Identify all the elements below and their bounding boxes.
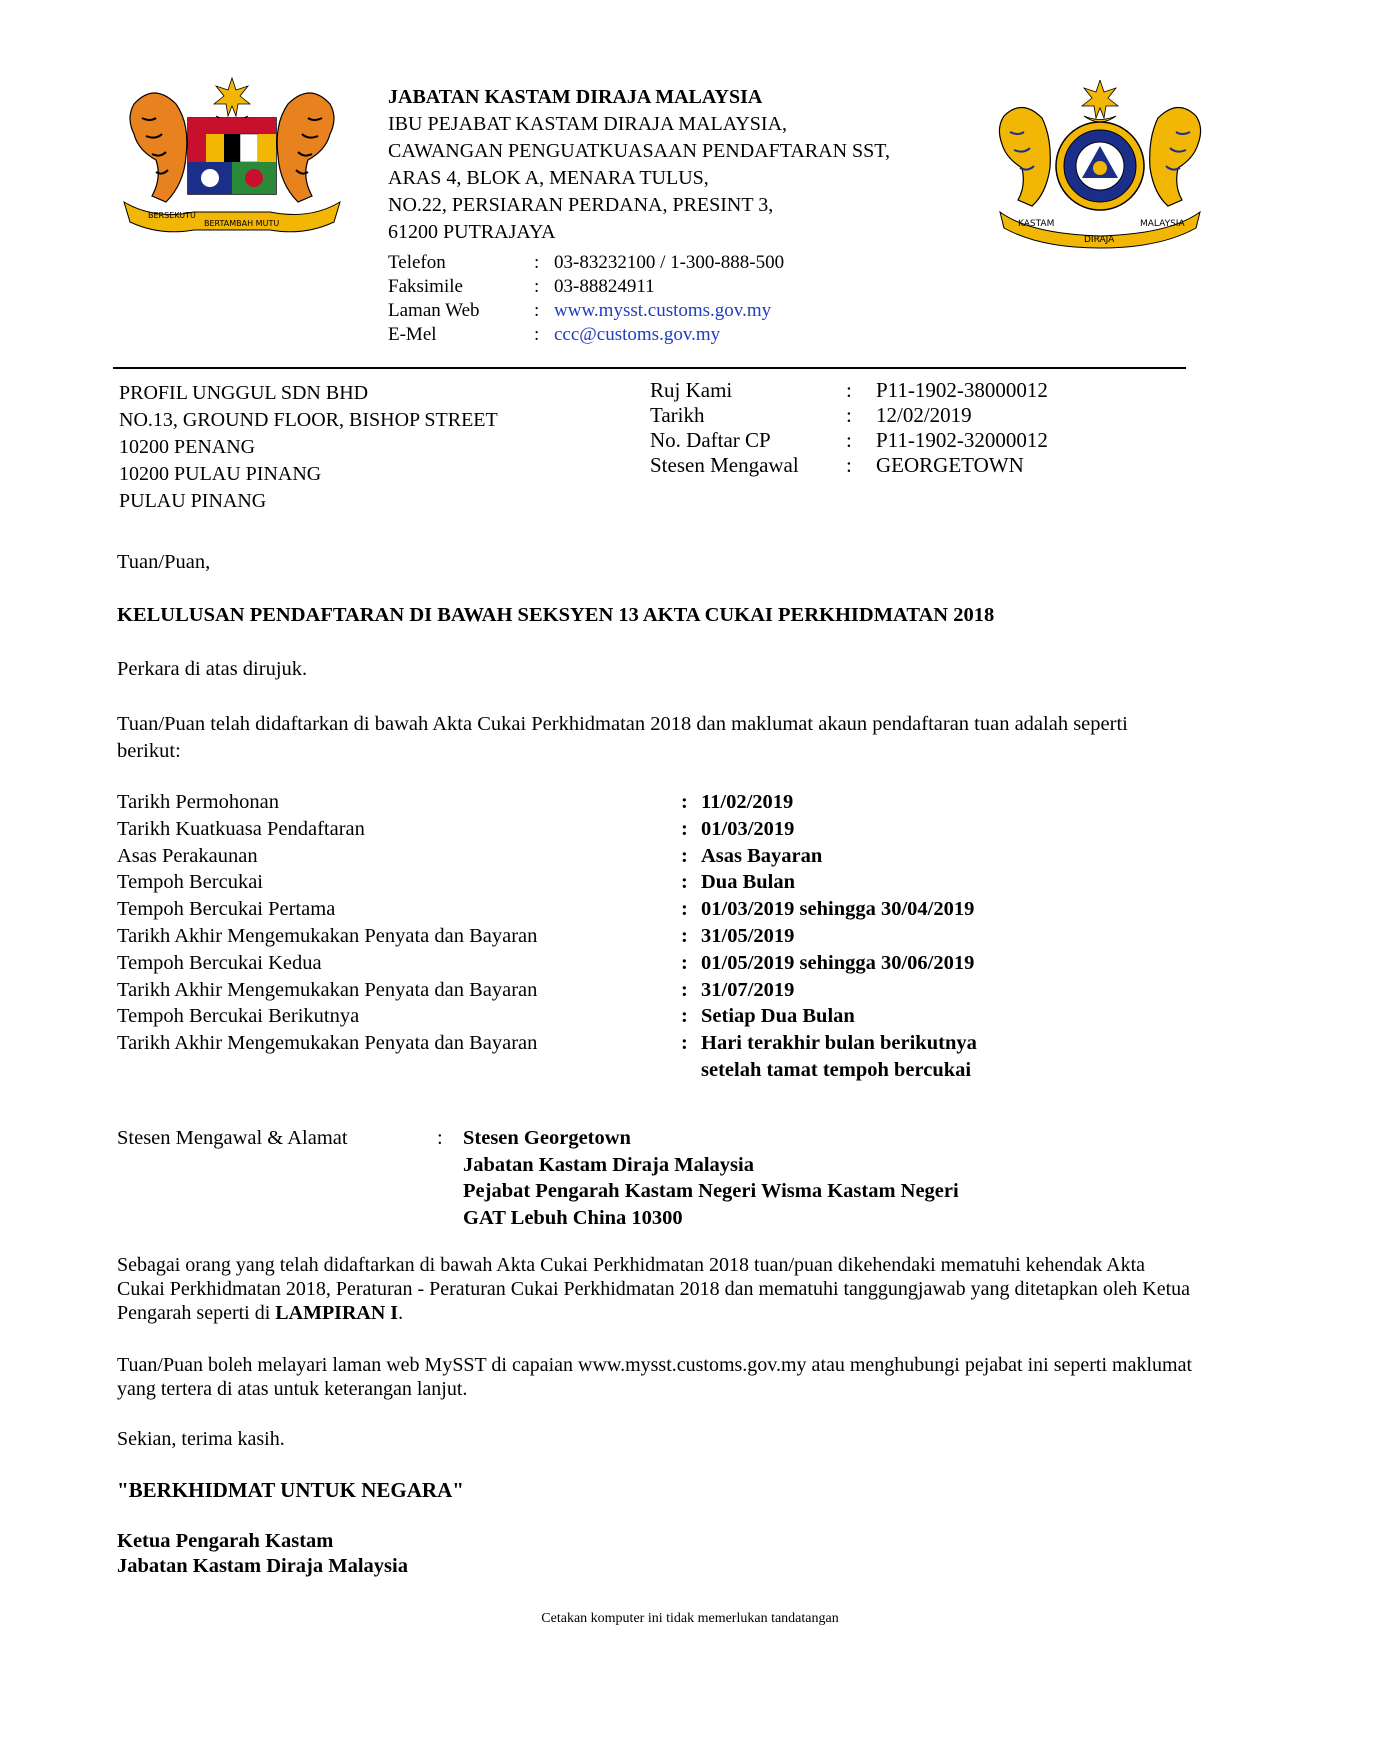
customs-logo-text-right: MALAYSIA (1140, 219, 1185, 229)
customs-logo-text-left: KASTAM (1018, 219, 1055, 229)
reference-row: Ruj Kami : P11-1902-38000012 (650, 378, 1048, 402)
reference-row: No. Daftar CP : P11-1902-32000012 (650, 428, 1048, 452)
paragraph-website: Tuan/Puan boleh melayari laman web MySST di capaian www.mysst.customs.gov.my atau menghubungi pejabat ini seperti maklumat yang tertera di atas untuk keterangan lanjut. (117, 1354, 1193, 1400)
contact-fax: Faksimile : 03-88824911 (388, 276, 655, 297)
footer-note: Cetakan komputer ini tidak memerlukan tandatangan (541, 1611, 839, 1626)
agency-address-line: NO.22, PERSIARAN PERDANA, PRESINT 3, (388, 194, 774, 216)
agency-address-line: 61200 PUTRAJAYA (388, 221, 556, 243)
recipient-line: PULAU PINANG (119, 490, 267, 512)
signatory-title: Ketua Pengarah Kastam (117, 1530, 334, 1552)
emblem-motto-left: BERSEKUTU (148, 211, 196, 220)
customs-logo-text-bottom: DIRAJA (1084, 235, 1115, 245)
contact-phone: Telefon : 03-83232100 / 1-300-888-500 (388, 252, 785, 273)
contact-email: E-Mel : ccc@customs.gov.my (388, 324, 721, 345)
detail-row: Tempoh Bercukai Pertama : 01/03/2019 sehingga 30/04/2019 (117, 898, 975, 921)
agency-contacts (388, 251, 784, 347)
controlling-station: Stesen Mengawal & Alamat : Stesen Georgetown Jabatan Kastam Diraja Malaysia Pejabat Pengarah Kastam Negeri Wisma Kastam Negeri GAT Lebuh China 10300 (117, 1125, 959, 1231)
recipient-line: PROFIL UNGGUL SDN BHD (119, 382, 369, 404)
detail-row: Tempoh Bercukai Berikutnya : Setiap Dua Bulan (117, 1005, 855, 1028)
header-divider (113, 367, 1186, 369)
emblem-motto-bottom: BERTAMBAH MUTU (204, 219, 280, 228)
detail-row: Tarikh Akhir Mengemukakan Penyata dan Bayaran : Hari terakhir bulan berikutnya (117, 1032, 977, 1055)
motto: "BERKHIDMAT UNTUK NEGARA" (117, 1478, 464, 1502)
paragraph-intro: Perkara di atas dirujuk. (117, 658, 308, 680)
signature-block (117, 1529, 408, 1579)
signatory-department: Jabatan Kastam Diraja Malaysia (117, 1555, 408, 1577)
recipient-address (119, 380, 498, 515)
agency-address-line: CAWANGAN PENGUATKUASAAN PENDAFTARAN SST, (388, 140, 891, 162)
detail-row: Tarikh Permohonan : 11/02/2019 (117, 791, 794, 813)
customs-logo (984, 80, 1216, 250)
detail-row-continuation: setelah tamat tempoh bercukai (701, 1058, 972, 1081)
contact-website: Laman Web : www.mysst.customs.gov.my (388, 300, 772, 321)
paragraph-obligations: Sebagai orang yang telah didaftarkan di bawah Akta Cukai Perkhidmatan 2018 tuan/puan dikehendaki mematuhi kehendak Akta Cukai Perkhidmatan 2018, Peraturan - Peraturan Cukai Perkhidmatan 2018 dan mematuhi tanggungjawab yang ditetapkan oleh Ketua Pengarah seperti di LAMPIRAN I. (117, 1254, 1191, 1324)
coat-of-arms-logo (116, 74, 348, 238)
paragraph-registration: Tuan/Puan telah didaftarkan di bawah Akta Cukai Perkhidmatan 2018 dan maklumat akaun pendaftaran tuan adalah seperti berikut: (117, 713, 1128, 762)
recipient-line: 10200 PULAU PINANG (119, 463, 322, 485)
email-link[interactable]: ccc@customs.gov.my (554, 324, 721, 345)
agency-name: JABATAN KASTAM DIRAJA MALAYSIA (388, 86, 763, 108)
registration-details (117, 789, 977, 1084)
annex-reference: LAMPIRAN I (275, 1302, 399, 1324)
reference-row: Tarikh : 12/02/2019 (650, 403, 972, 427)
detail-row: Tempoh Bercukai : Dua Bulan (117, 871, 796, 894)
salutation: Tuan/Puan, (117, 551, 211, 573)
reference-block (650, 378, 1048, 478)
letter-subject: KELULUSAN PENDAFTARAN DI BAWAH SEKSYEN 13 AKTA CUKAI PERKHIDMATAN 2018 (117, 604, 995, 626)
detail-row: Tarikh Akhir Mengemukakan Penyata dan Bayaran : 31/07/2019 (117, 978, 795, 1001)
detail-row: Asas Perakaunan : Asas Bayaran (117, 844, 823, 867)
reference-row: Stesen Mengawal : GEORGETOWN (650, 453, 1024, 477)
detail-row: Tarikh Akhir Mengemukakan Penyata dan Bayaran : 31/05/2019 (117, 924, 795, 947)
recipient-line: 10200 PENANG (119, 436, 256, 458)
recipient-line: NO.13, GROUND FLOOR, BISHOP STREET (119, 409, 498, 431)
agency-address-line: IBU PEJABAT KASTAM DIRAJA MALAYSIA, (388, 113, 788, 135)
agency-header (388, 84, 890, 246)
agency-address-line: ARAS 4, BLOK A, MENARA TULUS, (388, 167, 709, 189)
website-link[interactable]: www.mysst.customs.gov.my (554, 300, 772, 321)
station-address: Stesen Georgetown Jabatan Kastam Diraja Malaysia Pejabat Pengarah Kastam Negeri Wisma Kastam Negeri GAT Lebuh China 10300 (463, 1127, 959, 1229)
detail-row: Tarikh Kuatkuasa Pendaftaran : 01/03/2019 (117, 817, 795, 840)
paragraph-closing: Sekian, terima kasih. (117, 1428, 285, 1450)
station-label: Stesen Mengawal & Alamat (117, 1127, 348, 1149)
detail-row: Tempoh Bercukai Kedua : 01/05/2019 sehingga 30/06/2019 (117, 951, 975, 974)
